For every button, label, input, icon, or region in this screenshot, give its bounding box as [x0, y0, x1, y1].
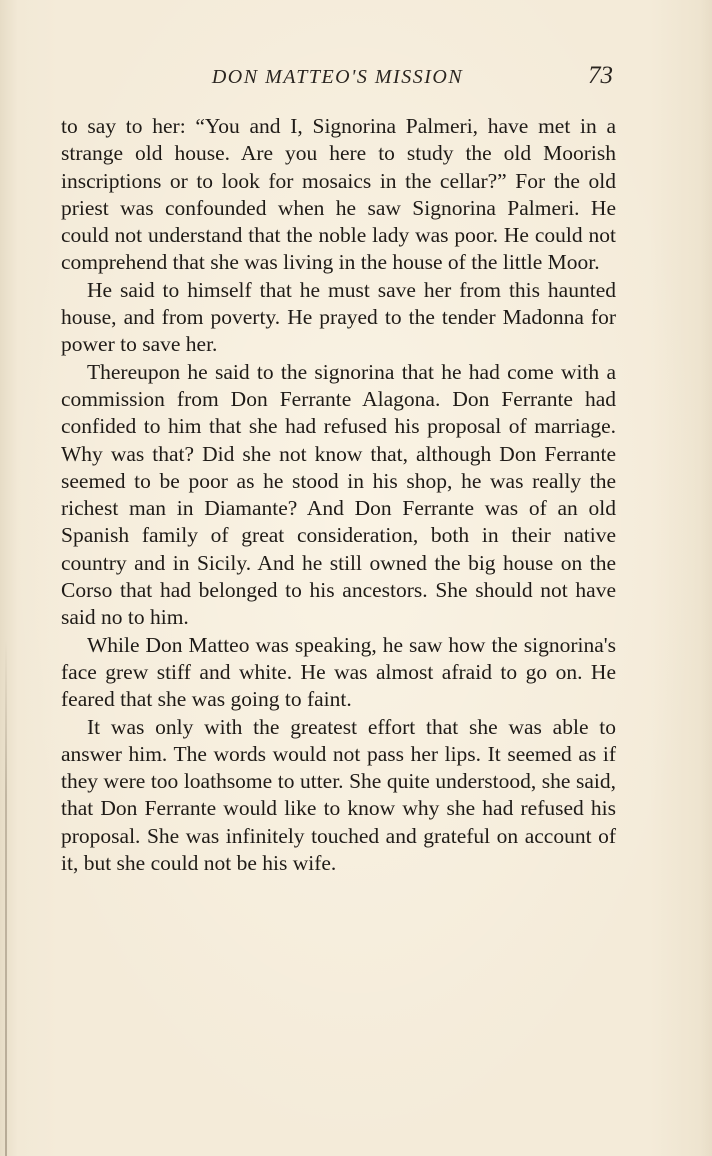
page-number: 73	[588, 62, 613, 89]
running-header	[60, 62, 615, 98]
paragraph-4: While Don Matteo was speaking, he saw how the signorina's face grew stiff and white. He was almost afraid to go on. He feared that she was going to faint.	[61, 632, 616, 712]
page-gutter-shadow	[5, 640, 7, 1156]
paragraph-3: Thereupon he said to the signorina that he had come with a commission from Don Ferrante Alagona. Don Ferrante had confided to him that she had refused his proposal of marriage. Why was that? Did she not know that, although Don Ferrante seemed to be poor as he stood in his shop, he was really the richest man in Diamante? And Don Ferrante was of an old Spanish family of great consideration, both in their native country and in Sicily. And he still owned the big house on the Corso that had belonged to his ancestors. She should not have said no to him.	[61, 359, 616, 630]
running-title: DON MATTEO'S MISSION	[211, 66, 464, 88]
body-text	[61, 113, 616, 877]
paragraph-2: He said to himself that he must save her from this haunted house, and from poverty. He prayed to the tender Madonna for power to save her.	[61, 277, 616, 357]
paragraph-1: to say to her: “You and I, Signorina Palmeri, have met in a strange old house. Are you here to study the old Moorish inscriptions or to look for mosaics in the cellar?” For the old priest was confounded when he saw Signorina Palmeri. He could not understand that the noble lady was poor. He could not comprehend that she was living in the house of the little Moor.	[61, 114, 616, 275]
paragraph-5: It was only with the greatest effort that she was able to answer him. The words would not pass her lips. It seemed as if they were too loathsome to utter. She quite understood, she said, that Don Ferrante would like to know why she had refused his proposal. She was infinitely touched and grateful on account of it, but she could not be his wife.	[61, 714, 616, 876]
